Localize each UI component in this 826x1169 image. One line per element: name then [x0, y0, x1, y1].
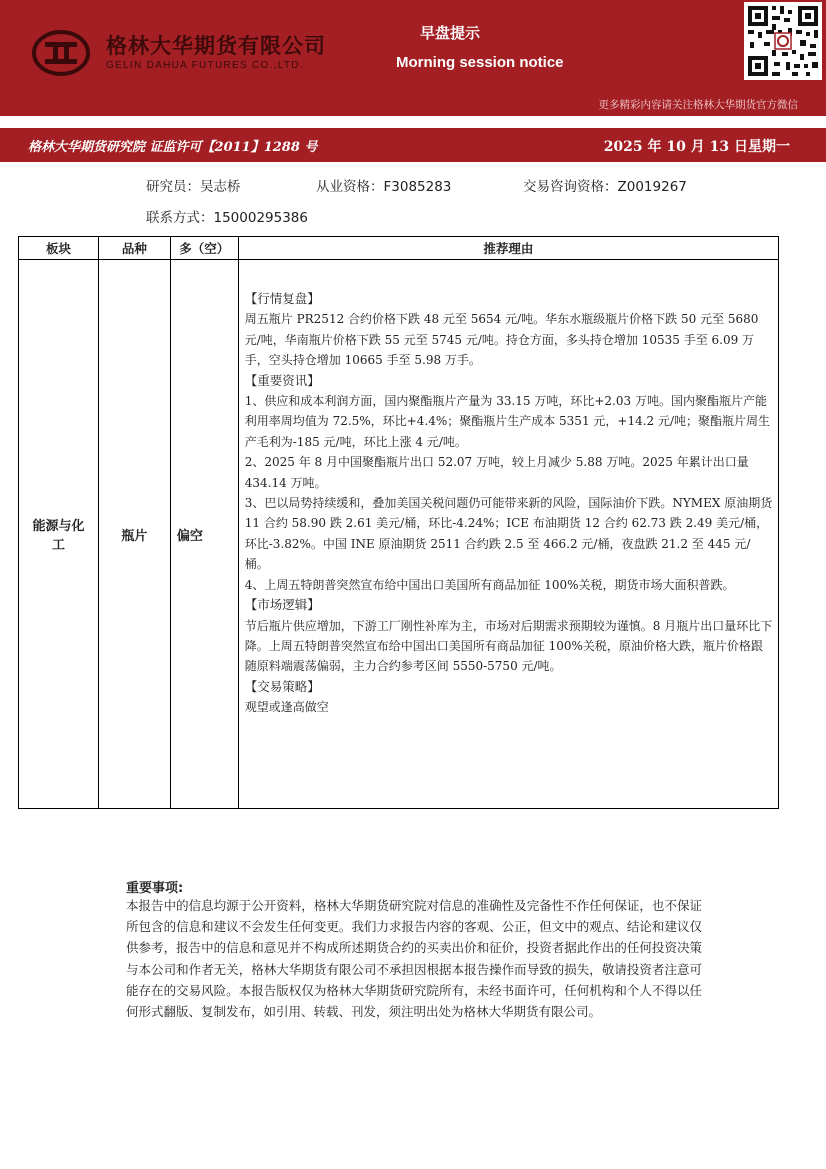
page-header	[0, 0, 826, 94]
logic-paragraph: 节后瓶片供应增加，下游工厂刚性补库为主，市场对后期需求预期较为谨慎。8 月瓶片出口量环比下降。上周五特朗普突然宣布给中国出口美国所有商品加征 100%关税，原油价格大跌，瓶片价格跟随原料端震荡偏弱，主力合约参考区间 5550-5750 元/吨。	[244, 618, 773, 674]
section-title-news: 【重要资讯】	[244, 372, 320, 388]
report-date: 2025 年 10 月 13 日星期一	[603, 139, 790, 155]
table-header-row	[19, 237, 779, 260]
table-row	[19, 260, 779, 809]
col-header-direction: 多（空）	[170, 237, 238, 260]
report-title-cn: 早盘提示	[420, 24, 481, 42]
col-header-reason: 推荐理由	[238, 237, 778, 260]
product-cell: 瓶片	[98, 260, 170, 809]
subscribe-text: 更多精彩内容请关注格林大华期货官方微信	[598, 99, 798, 111]
company-name-cn: 格林大华期货有限公司	[106, 34, 326, 58]
subscribe-bar	[0, 94, 826, 116]
news-item-2: 2、2025 年 8 月中国聚酯瓶片出口 52.07 万吨，较上月减少 5.88 万吨。2025 年累计出口量 434.14 万吨。	[244, 455, 749, 490]
researcher-qualification: 从业资格：F3085283	[316, 179, 452, 195]
institute-bar	[0, 128, 826, 162]
news-item-3: 3、巴以局势持续缓和，叠加美国关税问题仍可能带来新的风险，国际油价下跌。NYMEX 原油期货 11 合约 58.90 跌 2.61 美元/桶，环比-4.24%；ICE 布油期货 12 合约 62.73 跌 2.49 美元/桶，环比-3.82%。中国 INE 原油期货 2511 合约跌 2.5 至 466.2 元/桶，夜盘跌 21.2 至 445 元/桶。	[244, 496, 773, 572]
consult-qualification: 交易咨询资格：Z0019267	[523, 179, 687, 195]
institute-label: 格林大华期货研究院 证监许可【2011】1288 号	[28, 140, 318, 155]
researcher-name: 研究员：吴志桥	[146, 179, 241, 195]
strategy-paragraph: 观望或逢高做空	[244, 700, 329, 715]
company-logo-icon	[31, 29, 91, 77]
company-name-en: GELIN DAHUA FUTURES CO.,LTD.	[106, 60, 304, 71]
contact-info: 联系方式：15000295386	[146, 210, 308, 226]
news-item-1: 1、供应和成本利润方面，国内聚酯瓶片产量为 33.15 万吨，环比+2.03 万吨。国内聚酯瓶片产能利用率周均值为 72.5%，环比+4.4%；聚酯瓶片生产成本 5351 元，+14.2 元/吨；聚酯瓶片周生产毛利为-185 元/吨，环比上涨 4 元/吨。	[244, 394, 771, 449]
notice-body: 本报告中的信息均源于公开资料，格林大华期货研究院对信息的准确性及完备性不作任何保证，也不保证所包含的信息和建议不会发生任何变更。我们力求报告内容的客观、公正，但文中的观点、结论和建议仅供参考，报告中的信息和意见并不构成所述期货合约的买卖出价和征价，投资者据此作出的任何投资决策与本公司和作者无关，格林大华期货有限公司不承担因根据本报告操作而导致的损失，敬请投资者注意可能存在的交易风险。本报告版权仅为格林大华期货研究院所有，未经书面许可，任何机构和个人不得以任何形式翻版、复制发布，如引用、转载、刊发，须注明出处为格林大华期货有限公司。	[126, 898, 702, 1020]
col-header-sector: 板块	[19, 237, 99, 260]
review-paragraph: 周五瓶片 PR2512 合约价格下跌 48 元至 5654 元/吨。华东水瓶级瓶片价格下跌 50 元至 5680 元/吨，华南瓶片价格下跌 55 元至 5745 元/吨。持仓方面，多头持仓增加 10535 手至 6.09 万手，空头持仓增加 10665 手至 5.98 万手。	[244, 312, 759, 368]
section-title-strategy: 【交易策略】	[244, 678, 320, 694]
section-title-logic: 【市场逻辑】	[244, 597, 320, 613]
col-header-product: 品种	[98, 237, 170, 260]
notice-heading: 重要事项:	[126, 881, 184, 896]
direction-cell: 偏空	[170, 260, 238, 809]
qr-code-icon	[744, 2, 822, 80]
report-title-en: Morning session notice	[396, 54, 564, 71]
reason-cell	[238, 260, 778, 809]
section-title-review: 【行情复盘】	[244, 291, 320, 306]
news-item-4: 4、上周五特朗普突然宣布给中国出口美国所有商品加征 100%关税，期货市场大面积普跌。	[244, 577, 735, 592]
recommendation-table	[18, 236, 779, 809]
sector-cell: 能源与化工	[19, 260, 99, 809]
